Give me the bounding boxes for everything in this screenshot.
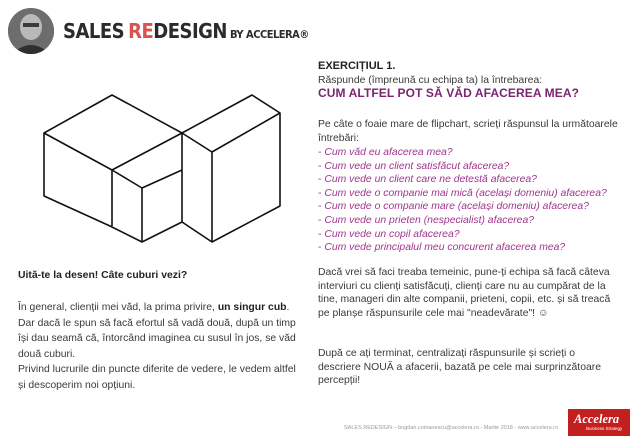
exercise-subtitle: Răspunde (împreună cu echipa ta) la întrebarea:: [318, 75, 543, 86]
exercise-question: CUM ALTFEL POT SĂ VĂD AFACEREA MEA?: [318, 86, 580, 100]
question-list: [318, 146, 618, 255]
exercise-paragraph-1: Dacă vrei să faci treaba temeinic, pune-ți echipa să facă câteva interviuri cu clienți satisfăcuți, clienți care nu au cumpărat de la tine, manageri din alte companii, prieteni, copii, etc. și să treacă pe planșe răspunsurile cele mai "neadevărate"! ☺: [318, 267, 611, 319]
p1-start: În general, clienții mei văd, la prima privire,: [18, 302, 215, 313]
cubes-illustration: [32, 80, 292, 260]
list-item: - Cum vede un prieten (nespecialist) afacerea?: [318, 214, 535, 226]
exercise-intro: Pe câte o foaie mare de flipchart, scrieți răspunsul la următoarele întrebări:: [318, 119, 618, 144]
brand-sales: SALES: [63, 19, 125, 43]
list-item: - Cum văd eu afacerea mea?: [318, 147, 453, 158]
cubes-question: Uită-te la desen! Câte cuburi vezi?: [18, 270, 188, 281]
list-item: - Cum vede o companie mare (același domeniu) afacerea?: [318, 201, 589, 213]
list-item: - Cum vede un client care ne detestă afacerea?: [318, 174, 537, 186]
logo-tagline: Business Strategy: [586, 426, 623, 431]
logo-name: Accelera: [574, 412, 620, 426]
author-avatar: [8, 8, 54, 54]
cube-outline: [44, 95, 280, 242]
footer-text: SALES REDESIGN – bogdan.comanescu@accelera.ro - Martie 2018 - www.accelera.ro: [344, 425, 559, 431]
list-item: - Cum vede un client satisfăcut afacerea?: [318, 160, 510, 172]
left-paragraph-1: [18, 300, 300, 362]
p1-rest: . Dar dacă le spun să facă efortul să vadă două, după un timp își dau seamă că, întorcând imaginea cu susul în jos, se văd două cuburi.: [18, 302, 296, 360]
exercise-paragraph-2: După ce ați terminat, centralizați răspunsurile și scrieți o descriere NOUĂ a afacerii, bazată pe cele mai surprinzătoare percepții!: [318, 348, 601, 387]
cube-inner-lines: [44, 113, 280, 242]
accelera-logo: [568, 409, 630, 436]
exercise-title: EXERCIȚIUL 1.: [318, 60, 396, 72]
p1-bold: un singur cub: [217, 302, 287, 313]
brand-logo: [63, 19, 309, 43]
list-item: - Cum vede un copil afacerea?: [318, 228, 460, 240]
brand-by: BY ACCELERA®: [229, 28, 309, 41]
list-item: - Cum vede o companie mai mică (același domeniu) afacerea?: [318, 187, 607, 199]
list-item: - Cum vede principalul meu concurent afacerea mea?: [318, 242, 566, 254]
brand-design: DESIGN: [153, 19, 227, 43]
left-paragraph-2: Privind lucrurile din puncte diferite de vedere, le vedem altfel și descoperim noi opțiuni.: [18, 364, 296, 391]
brand-re: RE: [128, 19, 154, 43]
